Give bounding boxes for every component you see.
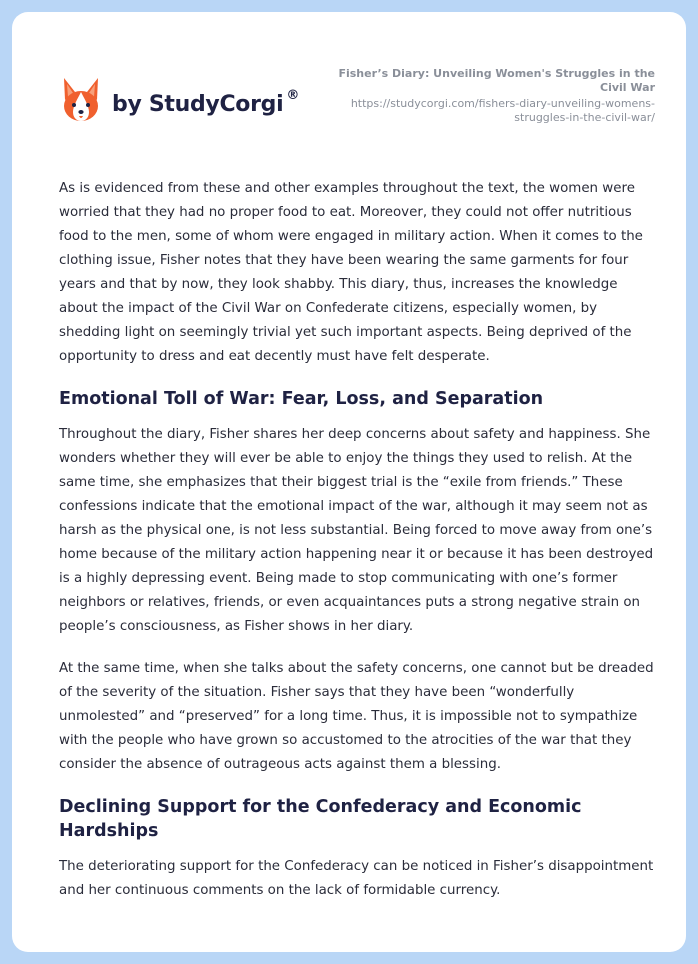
brand-logo[interactable] bbox=[61, 76, 299, 124]
paragraph: Throughout the diary, Fisher shares her deep concerns about safety and happiness. She wonders whether they will ever be able to enjoy the things they used to relish. At the same time, she emphasizes that their biggest trial is the “exile from friends.” These confessions indicate that the emotional impact of the war, although it may seem not as harsh as the physical one, is not less substantial. Being forced to move away from one’s home because of the military action happening near it or because it has been destroyed is a highly depressing event. Being made to stop communicating with one’s former neighbors or relatives, friends, or even acquaintances puts a strong negative strain on people’s consciousness, as Fisher shows in her diary. bbox=[59, 427, 654, 634]
corgi-logo-icon bbox=[61, 76, 101, 124]
paragraph: The deteriorating support for the Confederacy can be noticed in Fisher’s disappointment and her continuous comments on the lack of formidable currency. bbox=[59, 859, 654, 898]
paragraph: At the same time, when she talks about the safety concerns, one cannot but be dreaded of the severity of the situation. Fisher says that they have been “wonderfully unmolested” and “preserved” for a long time. Thus, it is impossible not to sympathize with the people who have grown so accustomed to the atrocities of the war that they consider the absence of outrageous acts against them a blessing. bbox=[59, 661, 654, 772]
section-heading: Declining Support for the Confederacy and Economic Hardships bbox=[59, 797, 582, 841]
source-info bbox=[325, 67, 655, 125]
brand-name: by StudyCorgi ® bbox=[112, 87, 300, 117]
paragraph: As is evidenced from these and other examples throughout the text, the women were worried that they had no proper food to eat. Moreover, they could not offer nutritious food to the men, some of whom were engaged in military action. When it comes to the clothing issue, Fisher notes that they have been wearing the same garments for four years and that by now, they look shabby. This diary, thus, increases the knowledge about the impact of the Civil War on Confederate citizens, especially women, by shedding light on seemingly trivial yet such important aspects. Being deprived of the opportunity to dress and eat decently must have felt desperate. bbox=[59, 181, 643, 364]
source-title: Fisher’s Diary: Unveiling Women's Struggles in the Civil War bbox=[338, 67, 655, 94]
page-card bbox=[12, 12, 686, 952]
article-body bbox=[59, 177, 659, 921]
registered-mark: ® bbox=[286, 87, 300, 103]
section-heading: Emotional Toll of War: Fear, Loss, and Separation bbox=[59, 389, 544, 409]
source-url[interactable]: https://studycorgi.com/fishers-diary-unveiling-womens-struggles-in-the-civil-war/ bbox=[350, 97, 655, 124]
